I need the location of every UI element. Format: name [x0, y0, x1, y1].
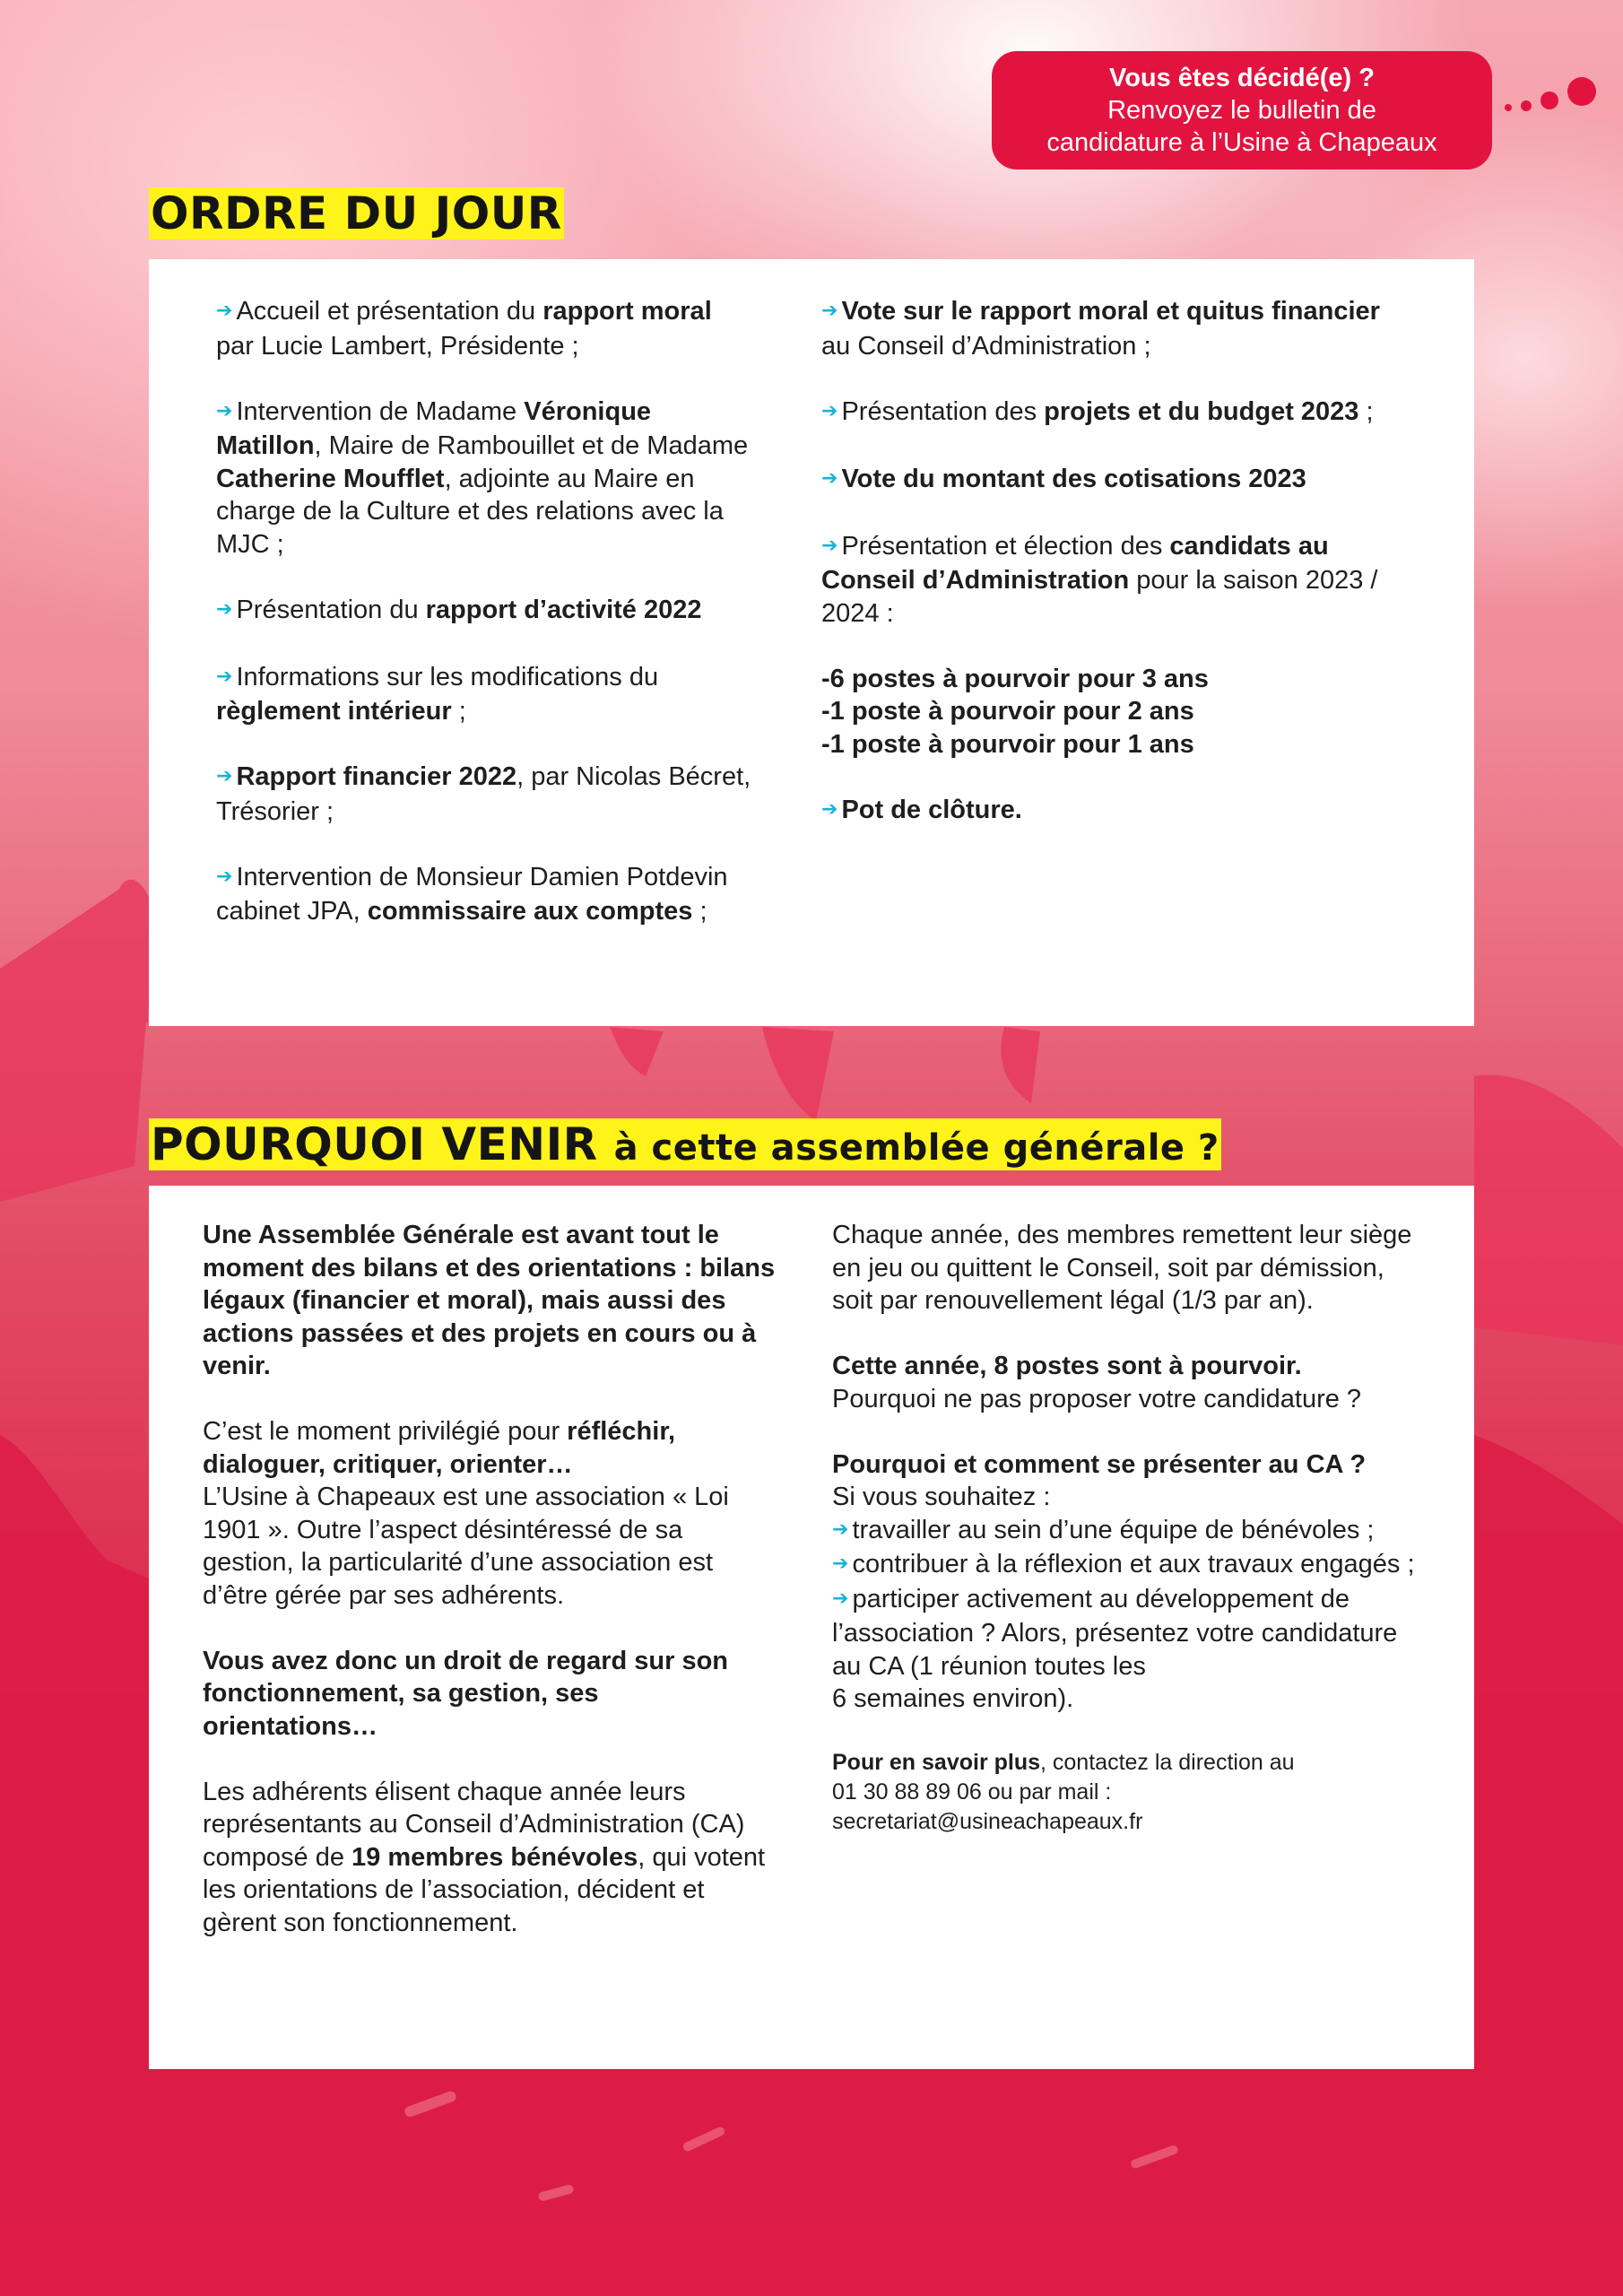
post-line: -1 poste à pourvoir pour 2 ans [821, 697, 1194, 726]
why-panel [149, 1186, 1474, 2069]
agenda-panel [149, 259, 1474, 1026]
why-right-column [832, 1219, 1424, 1837]
agenda-item: ➔ Rapport financier 2022, par Nicolas Bécret, Trésorier ; [216, 762, 751, 826]
callout-line-3: candidature à l’Usine à Chapeaux [1046, 128, 1437, 157]
arrow-icon: ➔ [216, 299, 233, 321]
agenda-item: ➔ Présentation et élection des candidats au Conseil d’Administration pour la saison 2023 / 2024 : [821, 531, 1378, 628]
callout-title: Vous êtes décidé(e) ? [1109, 64, 1375, 92]
paragraph: Les adhérents élisent chaque année leurs représentants au Conseil d’Administration (CA) composé de 19 membres bénévoles, qui votent les orientations de l’association, décident et gèrent son fonctionnement. [203, 1777, 766, 1937]
agenda-item: ➔ Vote sur le rapport moral et quitus financier au Conseil d’Administration ; [821, 297, 1380, 361]
callout-line-2: Renvoyez le bulletin de [1107, 96, 1376, 125]
agenda-item: ➔ Informations sur les modifications du règlement intérieur ; [216, 662, 659, 726]
email-link[interactable]: secretariat@usineachapeaux.fr [832, 1809, 1143, 1834]
posts-list [821, 663, 1395, 761]
arrow-icon: ➔ [821, 398, 838, 422]
arrow-icon: ➔ [832, 1517, 849, 1540]
post-line: -1 poste à pourvoir pour 1 ans [821, 729, 1194, 759]
dots-decoration-icon [1503, 74, 1610, 118]
agenda-item: ➔ Intervention de Madame Véronique Matillon, Maire de Rambouillet et de Madame Catherine Moufflet, adjointe au Maire en charge de la Culture et des relations avec la MJC ; [216, 396, 749, 559]
contact-info: Pour en savoir plus, contactez la direction au 01 30 88 89 06 ou par mail : secretariat@usineachapeaux.fr [832, 1750, 1295, 1834]
paragraph: Pourquoi et comment se présenter au CA ? Si vous souhaitez : ➔ travailler au sein d’une équipe de bénévoles ; ➔ contribuer à la réflexion et aux travaux engagés ; ➔ participer activement au développement de l’association ? Alors, présentez votre candidature au CA (1 réunion toutes les 6 semaines environ). [832, 1449, 1415, 1713]
arrow-icon: ➔ [821, 796, 838, 820]
agenda-item: ➔ Vote du montant des cotisations 2023 [821, 464, 1306, 493]
paragraph: Une Assemblée Générale est avant tout le moment des bilans et des orientations : bilans légaux (financier et moral), mais aussi des actions passées et des projets en cours ou à venir. [203, 1221, 776, 1380]
agenda-item: ➔ Présentation du rapport d’activité 2022 [216, 595, 702, 624]
agenda-heading: ORDRE DU JOUR [151, 187, 562, 239]
agenda-item: ➔ Présentation des projets et du budget 2023 ; [821, 396, 1374, 426]
why-left-column [203, 1219, 777, 1972]
arrow-icon: ➔ [216, 398, 233, 422]
arrow-icon: ➔ [216, 664, 233, 687]
arrow-icon: ➔ [216, 864, 233, 887]
paragraph: Vous avez donc un droit de regard sur son fonctionnement, sa gestion, ses orientations… [203, 1646, 729, 1741]
paragraph: Cette année, 8 postes sont à pourvoir. Pourquoi ne pas proposer votre candidature ? [832, 1352, 1362, 1413]
paragraph: Chaque année, des membres remettent leur siège en jeu ou quittent le Conseil, soit par démission, soit par renouvellement légal (1/3 par an). [832, 1221, 1412, 1315]
agenda-left-column [216, 295, 754, 961]
arrow-icon: ➔ [821, 533, 838, 556]
why-heading: POURQUOI VENIR à cette assemblée générale ? [151, 1118, 1219, 1170]
arrow-icon: ➔ [832, 1586, 849, 1609]
post-line: -6 postes à pourvoir pour 3 ans [821, 664, 1209, 693]
paragraph: C’est le moment privilégié pour réfléchir, dialoguer, critiquer, orienter… L’Usine à Chapeaux est une association « Loi 1901 ». Outre l’aspect désintéressé de sa gestion, la particularité d’une association est d’être gérée par ses adhérents. [203, 1417, 729, 1610]
arrow-icon: ➔ [216, 764, 233, 787]
arrow-icon: ➔ [216, 596, 233, 620]
candidature-callout [992, 51, 1492, 170]
agenda-item: ➔ Pot de clôture. [821, 795, 1022, 824]
arrow-icon: ➔ [821, 465, 838, 489]
agenda-item: ➔ Accueil et présentation du rapport moral par Lucie Lambert, Présidente ; [216, 297, 712, 361]
agenda-right-column [821, 295, 1395, 861]
agenda-item: ➔ Intervention de Monsieur Damien Potdevin cabinet JPA, commissaire aux comptes ; [216, 862, 728, 926]
arrow-icon: ➔ [832, 1552, 849, 1574]
arrow-icon: ➔ [821, 299, 838, 321]
